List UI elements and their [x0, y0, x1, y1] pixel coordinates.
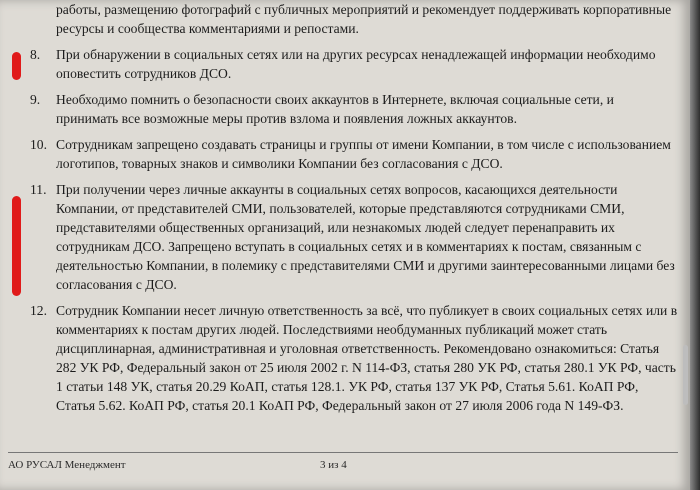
highlight-mark-item-11: [12, 196, 21, 296]
item-text: Необходимо помнить о безопасности своих аккаунтов в Интернете, включая социальные сети, и принимать все возможные меры против взлома и появления ложных аккаунтов.: [56, 92, 614, 126]
item-text: При обнаружении в социальных сетях или на других ресурсах ненадлежащей информации необходимо оповестить сотрудников ДСО.: [56, 47, 656, 81]
list-item-12: [30, 301, 678, 415]
page-footer: [8, 452, 678, 471]
document-body: [30, 0, 678, 415]
scrollbar-thumb[interactable]: [683, 345, 688, 405]
page-number: 3 из 4: [320, 459, 347, 471]
page-edge-shadow: [690, 0, 700, 490]
item-text: Сотрудник Компании несет личную ответственность за всё, что публикует в своих социальных сетях или в комментариях к постам других людей. Последствиями необдуманных публикаций может стать дисциплинарная, административная и уголовная ответственность. Рекомендовано ознакомиться: Статья 282 УК РФ, Федеральный закон от 25 июля 2002 г. N 114-ФЗ, статья 280 УК РФ, статья 280.1 УК РФ, часть 1 статьи 148 УК, статья 20.29 КоАП, статья 128.1. УК РФ, статья 137 УК РФ, Статья 5.61. КоАП РФ, Статья 5.62. КоАП РФ, статья 20.1 КоАП РФ, Федеральный закон от 27 июля 2006 года N 149-ФЗ.: [56, 303, 678, 413]
highlight-mark-item-8: [12, 52, 21, 80]
list-item-8: [30, 45, 678, 83]
list-item-11: [30, 180, 678, 294]
intro-paragraph: работы, размещению фотографий с публичных мероприятий и рекомендует поддерживать корпоративные ресурсы и сообщества комментариями и репостами.: [56, 2, 672, 36]
footer-company: АО РУСАЛ Менеджмент: [8, 459, 126, 471]
item-number: 9.: [30, 92, 41, 107]
item-text: При получении через личные аккаунты в социальных сетях вопросов, касающихся деятельности Компании, от представителей СМИ, пользователей, которые представляются сотрудниками СМИ, представителями общественных организаций, или незнакомых людей следует перенаправить их сотрудникам ДСО. Запрещено вступать в социальных сетях и в комментариях к постам, связанным с деятельностью Компании, в полемику с представителями СМИ и другими заинтересованными лицами без согласования с ДСО.: [56, 182, 675, 292]
item-number: 12.: [30, 303, 47, 318]
list-item-9: [30, 90, 678, 128]
item-number: 10.: [30, 137, 47, 152]
item-text: Сотрудникам запрещено создавать страницы и группы от имени Компании, в том числе с использованием логотипов, товарных знаков и символики Компании без согласования с ДСО.: [56, 137, 671, 171]
item-number: 8.: [30, 47, 41, 62]
item-number: 11.: [30, 182, 47, 197]
list-item-10: [30, 135, 678, 173]
